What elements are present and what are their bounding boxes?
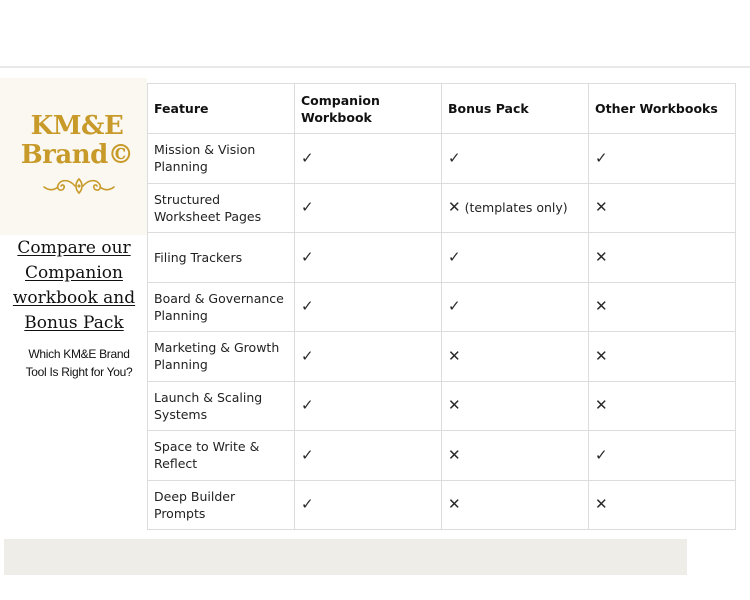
cross-icon: ✕ bbox=[595, 396, 608, 415]
feature-cell: Launch & Scaling Systems bbox=[148, 381, 295, 431]
cross-icon: ✕ bbox=[595, 346, 608, 365]
check-icon: ✓ bbox=[301, 495, 314, 514]
feature-cell: Deep Builder Prompts bbox=[148, 480, 295, 530]
bonus-cell bbox=[442, 282, 589, 332]
header-other-workbooks: Other Workbooks bbox=[589, 84, 736, 134]
companion-cell bbox=[295, 332, 442, 382]
bonus-cell bbox=[442, 134, 589, 184]
feature-cell: Filing Trackers bbox=[148, 233, 295, 283]
other-cell bbox=[589, 381, 736, 431]
companion-cell bbox=[295, 134, 442, 184]
check-icon: ✓ bbox=[301, 445, 314, 464]
cross-icon: ✕ bbox=[595, 495, 608, 514]
cross-icon: ✕ bbox=[448, 396, 461, 415]
bonus-cell bbox=[442, 381, 589, 431]
table-row bbox=[148, 183, 736, 233]
bonus-cell bbox=[442, 233, 589, 283]
comparison-table bbox=[147, 83, 736, 530]
header-companion-workbook: Companion Workbook bbox=[295, 84, 442, 134]
table-body bbox=[148, 134, 736, 530]
other-cell bbox=[589, 134, 736, 184]
header-feature: Feature bbox=[148, 84, 295, 134]
cross-icon: ✕ bbox=[448, 445, 461, 464]
companion-cell bbox=[295, 480, 442, 530]
check-icon: ✓ bbox=[301, 346, 314, 365]
table-row bbox=[148, 431, 736, 481]
check-icon: ✓ bbox=[301, 247, 314, 266]
companion-cell bbox=[295, 183, 442, 233]
table-row bbox=[148, 134, 736, 184]
subheading-line: Tool Is Right for You? bbox=[25, 365, 133, 379]
check-icon: ✓ bbox=[301, 198, 314, 217]
companion-cell bbox=[295, 381, 442, 431]
cross-icon: ✕ bbox=[448, 346, 461, 365]
bottom-banner bbox=[4, 539, 687, 575]
table-header-row bbox=[148, 84, 736, 134]
cross-icon: ✕ bbox=[448, 198, 461, 217]
check-icon: ✓ bbox=[448, 148, 461, 167]
other-cell bbox=[589, 332, 736, 382]
subheading-line: Which KM&E Brand bbox=[28, 347, 130, 361]
check-icon: ✓ bbox=[301, 396, 314, 415]
compare-heading bbox=[4, 236, 144, 336]
bonus-cell bbox=[442, 480, 589, 530]
brand-logo bbox=[0, 112, 154, 170]
compare-heading-line: workbook and bbox=[12, 288, 136, 308]
compare-heading-line: Companion bbox=[25, 263, 123, 283]
other-cell bbox=[589, 431, 736, 481]
logo-line-1: KM&E bbox=[30, 111, 124, 141]
table-row bbox=[148, 480, 736, 530]
other-cell bbox=[589, 183, 736, 233]
bonus-cell bbox=[442, 431, 589, 481]
feature-cell: Mission & Vision Planning bbox=[148, 134, 295, 184]
feature-cell: Structured Worksheet Pages bbox=[148, 183, 295, 233]
table-row bbox=[148, 381, 736, 431]
table-row bbox=[148, 282, 736, 332]
bonus-cell bbox=[442, 183, 589, 233]
check-icon: ✓ bbox=[448, 297, 461, 316]
table-row bbox=[148, 233, 736, 283]
feature-cell: Marketing & Growth Planning bbox=[148, 332, 295, 382]
check-icon: ✓ bbox=[595, 445, 608, 464]
check-icon: ✓ bbox=[301, 297, 314, 316]
cross-icon: ✕ bbox=[595, 198, 608, 217]
other-cell bbox=[589, 480, 736, 530]
flourish-ornament-icon bbox=[41, 175, 117, 197]
companion-cell bbox=[295, 233, 442, 283]
check-icon: ✓ bbox=[301, 148, 314, 167]
cross-icon: ✕ bbox=[595, 297, 608, 316]
check-icon: ✓ bbox=[595, 148, 608, 167]
compare-subheading bbox=[14, 345, 144, 381]
other-cell bbox=[589, 233, 736, 283]
top-divider bbox=[0, 66, 750, 68]
logo-line-2: Brand© bbox=[20, 140, 134, 170]
table-row bbox=[148, 332, 736, 382]
cross-icon: ✕ bbox=[595, 247, 608, 266]
bonus-note: (templates only) bbox=[464, 200, 568, 216]
bonus-cell bbox=[442, 332, 589, 382]
header-bonus-pack: Bonus Pack bbox=[442, 84, 589, 134]
companion-cell bbox=[295, 282, 442, 332]
compare-heading-line: Compare our bbox=[17, 238, 131, 258]
feature-cell: Board & Governance Planning bbox=[148, 282, 295, 332]
cross-icon: ✕ bbox=[448, 495, 461, 514]
compare-heading-line: Bonus Pack bbox=[24, 313, 124, 333]
check-icon: ✓ bbox=[448, 247, 461, 266]
feature-cell: Space to Write & Reflect bbox=[148, 431, 295, 481]
companion-cell bbox=[295, 431, 442, 481]
other-cell bbox=[589, 282, 736, 332]
